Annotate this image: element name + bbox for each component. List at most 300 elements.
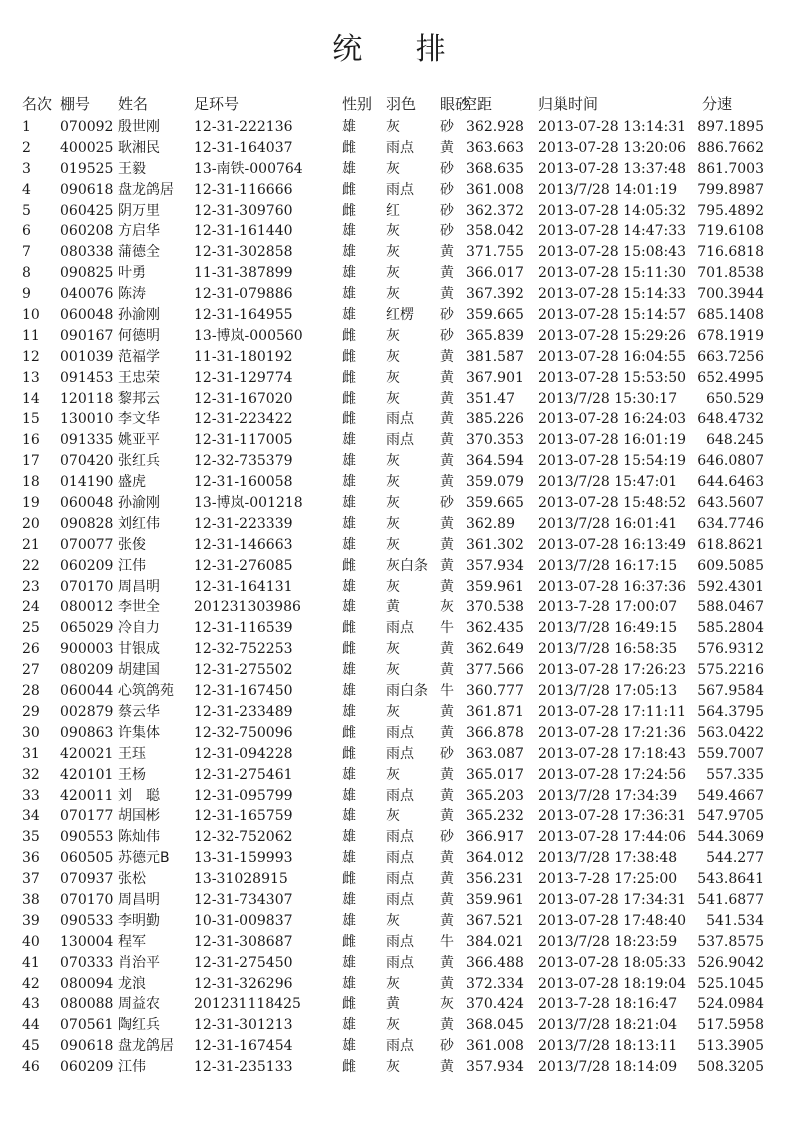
cell-speed: 537.8575 (697, 933, 764, 950)
cell-loft: 060505 (60, 850, 114, 867)
cell-speed: 508.3205 (697, 1059, 764, 1076)
cell-eye: 黄 (440, 369, 454, 386)
cell-ring: 12-31-095799 (194, 787, 293, 804)
cell-time: 2013-07-28 17:18:43 (538, 745, 687, 762)
cell-ring: 12-31-164037 (194, 139, 293, 156)
cell-ring: 11-31-387899 (194, 265, 293, 282)
cell-time: 2013-07-28 13:20:06 (538, 139, 687, 156)
cell-eye: 黄 (440, 641, 454, 658)
cell-ring: 11-31-180192 (194, 348, 293, 365)
results-table (22, 93, 792, 1078)
cell-color: 灰 (386, 390, 400, 407)
cell-ring: 12-31-276085 (194, 557, 293, 574)
cell-name: 盘龙鸽居 (118, 1038, 174, 1055)
cell-distance: 385.226 (466, 411, 524, 428)
cell-speed: 544.3069 (697, 829, 764, 846)
cell-name: 张红兵 (118, 453, 160, 470)
cell-distance: 360.777 (466, 683, 524, 700)
cell-loft: 400025 (60, 139, 114, 156)
cell-rank: 6 (22, 223, 31, 240)
cell-rank: 37 (22, 871, 40, 888)
cell-loft: 001039 (60, 348, 114, 365)
cell-time: 2013-07-28 15:14:57 (538, 307, 687, 324)
table-row (22, 263, 792, 284)
table-row (22, 451, 792, 472)
cell-distance: 377.566 (466, 662, 524, 679)
cell-speed: 576.9312 (697, 641, 764, 658)
cell-color: 雨点 (386, 954, 414, 971)
cell-sex: 雄 (342, 453, 356, 470)
cell-sex: 雄 (342, 307, 356, 324)
cell-time: 2013-07-28 15:08:43 (538, 244, 687, 261)
cell-color: 灰 (386, 474, 400, 491)
cell-loft: 080209 (60, 662, 114, 679)
cell-distance: 363.087 (466, 745, 524, 762)
cell-rank: 31 (22, 745, 40, 762)
cell-color: 灰 (386, 766, 400, 783)
cell-sex: 雄 (342, 975, 356, 992)
cell-time: 2013-07-28 13:37:48 (538, 160, 687, 177)
cell-speed: 663.7256 (697, 348, 764, 365)
cell-eye: 黄 (440, 348, 454, 365)
cell-loft: 130004 (60, 933, 114, 950)
cell-rank: 45 (22, 1038, 40, 1055)
cell-ring: 12-31-164955 (194, 307, 293, 324)
cell-color: 灰 (386, 495, 400, 512)
cell-speed: 517.5958 (697, 1017, 764, 1034)
cell-sex: 雄 (342, 515, 356, 532)
cell-name: 李世全 (118, 599, 160, 616)
cell-color: 黄 (386, 996, 400, 1013)
cell-color: 灰 (386, 453, 400, 470)
cell-loft: 420011 (60, 787, 114, 804)
cell-name: 胡国彬 (118, 808, 160, 825)
cell-name: 周昌明 (118, 578, 160, 595)
cell-eye: 黄 (440, 474, 454, 491)
cell-sex: 雌 (342, 390, 356, 407)
cell-ring: 12-31-235133 (194, 1059, 293, 1076)
page-title: 统 排 (332, 32, 468, 67)
cell-speed: 541.6877 (697, 891, 764, 908)
cell-sex: 雄 (342, 286, 356, 303)
cell-eye: 黄 (440, 975, 454, 992)
cell-speed: 618.8621 (697, 536, 764, 553)
cell-name: 王毅 (118, 160, 146, 177)
cell-name: 江伟 (118, 557, 146, 574)
cell-time: 2013-07-28 17:26:23 (538, 662, 687, 679)
cell-name: 盘龙鸽居 (118, 181, 174, 198)
cell-color: 雨点 (386, 933, 414, 950)
cell-speed: 559.7007 (697, 745, 764, 762)
header-name: 姓名 (118, 95, 149, 113)
cell-speed: 652.4995 (697, 369, 764, 386)
cell-name: 心筑鸽苑 (118, 683, 174, 700)
table-row (22, 848, 792, 869)
cell-loft: 090618 (60, 1038, 114, 1055)
cell-ring: 12-31-146663 (194, 536, 293, 553)
table-row (22, 305, 792, 326)
cell-eye: 砂 (440, 327, 454, 344)
cell-sex: 雄 (342, 766, 356, 783)
cell-time: 2013-07-28 16:13:49 (538, 536, 687, 553)
table-row (22, 932, 792, 953)
cell-eye: 黄 (440, 244, 454, 261)
cell-rank: 22 (22, 557, 40, 574)
cell-rank: 32 (22, 766, 40, 783)
cell-eye: 砂 (440, 745, 454, 762)
cell-speed: 650.529 (706, 390, 764, 407)
cell-name: 耿湘民 (118, 139, 160, 156)
cell-color: 灰 (386, 1059, 400, 1076)
cell-distance: 370.538 (466, 599, 524, 616)
cell-color: 雨白条 (386, 683, 428, 700)
cell-time: 2013-07-28 17:21:36 (538, 724, 687, 741)
header-rank: 名次 (22, 95, 53, 113)
cell-sex: 雌 (342, 620, 356, 637)
table-row (22, 284, 792, 305)
cell-ring: 12-31-164131 (194, 578, 293, 595)
table-row (22, 180, 792, 201)
cell-distance: 365.232 (466, 808, 524, 825)
cell-distance: 359.079 (466, 474, 524, 491)
cell-name: 姚亚平 (118, 432, 160, 449)
cell-sex: 雄 (342, 160, 356, 177)
cell-color: 雨点 (386, 411, 414, 428)
cell-rank: 7 (22, 244, 31, 261)
cell-sex: 雌 (342, 1059, 356, 1076)
cell-ring: 12-32-752062 (194, 829, 293, 846)
cell-ring: 201231303986 (194, 599, 301, 616)
cell-sex: 雌 (342, 181, 356, 198)
table-row (22, 786, 792, 807)
cell-ring: 12-31-117005 (194, 432, 293, 449)
cell-name: 周益农 (118, 996, 160, 1013)
cell-loft: 065029 (60, 620, 114, 637)
cell-rank: 10 (22, 307, 40, 324)
cell-ring: 13-31028915 (194, 871, 288, 888)
cell-color: 雨点 (386, 724, 414, 741)
cell-rank: 19 (22, 495, 40, 512)
cell-speed: 634.7746 (697, 515, 764, 532)
cell-rank: 33 (22, 787, 40, 804)
table-row (22, 117, 792, 138)
cell-loft: 060048 (60, 495, 114, 512)
cell-ring: 12-31-309760 (194, 202, 293, 219)
cell-color: 灰 (386, 265, 400, 282)
table-row (22, 806, 792, 827)
cell-sex: 雄 (342, 265, 356, 282)
table-row (22, 430, 792, 451)
cell-time: 2013-07-28 15:54:19 (538, 453, 687, 470)
cell-loft: 002879 (60, 703, 114, 720)
cell-rank: 29 (22, 703, 40, 720)
cell-time: 2013-07-28 16:37:36 (538, 578, 687, 595)
cell-distance: 362.649 (466, 641, 524, 658)
cell-name: 李明勤 (118, 912, 160, 929)
cell-color: 黄 (386, 599, 400, 616)
header-loft: 棚号 (60, 95, 91, 113)
cell-sex: 雌 (342, 745, 356, 762)
cell-ring: 12-31-094228 (194, 745, 293, 762)
cell-sex: 雄 (342, 912, 356, 929)
cell-distance: 359.961 (466, 578, 524, 595)
cell-name: 王忠荣 (118, 369, 160, 386)
cell-loft: 070333 (60, 954, 114, 971)
cell-eye: 黄 (440, 912, 454, 929)
cell-loft: 019525 (60, 160, 114, 177)
cell-ring: 12-31-116666 (194, 181, 293, 198)
cell-sex: 雌 (342, 996, 356, 1013)
cell-rank: 43 (22, 996, 40, 1013)
table-row (22, 702, 792, 723)
cell-color: 灰白条 (386, 557, 428, 574)
cell-loft: 080094 (60, 975, 114, 992)
cell-speed: 644.6463 (697, 474, 764, 491)
cell-sex: 雄 (342, 223, 356, 240)
cell-ring: 12-32-750096 (194, 724, 293, 741)
cell-distance: 368.045 (466, 1017, 524, 1034)
cell-distance: 365.017 (466, 766, 524, 783)
cell-color: 雨点 (386, 620, 414, 637)
table-row (22, 577, 792, 598)
cell-sex: 雄 (342, 119, 356, 135)
cell-rank: 4 (22, 181, 31, 198)
cell-ring: 12-31-734307 (194, 891, 293, 908)
table-row (22, 138, 792, 159)
cell-color: 雨点 (386, 1038, 414, 1055)
cell-ring: 12-32-752253 (194, 641, 293, 658)
cell-time: 2013/7/28 15:47:01 (538, 474, 678, 491)
cell-sex: 雌 (342, 871, 356, 888)
cell-eye: 砂 (440, 181, 454, 198)
cell-loft: 040076 (60, 286, 114, 303)
cell-distance: 357.934 (466, 557, 524, 574)
cell-speed: 799.8987 (697, 181, 764, 198)
table-row (22, 618, 792, 639)
cell-eye: 黄 (440, 1017, 454, 1034)
cell-distance: 359.961 (466, 891, 524, 908)
cell-loft: 090828 (60, 515, 114, 532)
table-row (22, 890, 792, 911)
cell-rank: 27 (22, 662, 40, 679)
cell-sex: 雄 (342, 850, 356, 867)
cell-rank: 3 (22, 160, 31, 177)
cell-ring: 13-博岚-001218 (194, 495, 303, 512)
cell-rank: 36 (22, 850, 40, 867)
cell-loft: 070092 (60, 119, 114, 135)
cell-ring: 12-31-326296 (194, 975, 293, 992)
cell-distance: 362.89 (466, 515, 515, 532)
cell-eye: 砂 (440, 307, 454, 324)
cell-name: 方启华 (118, 223, 160, 240)
cell-color: 灰 (386, 244, 400, 261)
table-row (22, 660, 792, 681)
cell-distance: 351.47 (466, 390, 515, 407)
cell-color: 灰 (386, 348, 400, 365)
cell-loft: 130010 (60, 411, 114, 428)
header-eye: 眼砂 (440, 95, 471, 113)
cell-rank: 20 (22, 515, 40, 532)
table-row (22, 409, 792, 430)
cell-loft: 060044 (60, 683, 114, 700)
cell-ring: 12-31-302858 (194, 244, 293, 261)
cell-eye: 砂 (440, 160, 454, 177)
cell-color: 灰 (386, 641, 400, 658)
cell-color: 灰 (386, 703, 400, 720)
cell-time: 2013/7/28 16:01:41 (538, 515, 678, 532)
cell-eye: 牛 (440, 683, 454, 700)
cell-speed: 567.9584 (697, 683, 764, 700)
cell-name: 张俊 (118, 536, 146, 553)
cell-eye: 黄 (440, 515, 454, 532)
table-row (22, 556, 792, 577)
cell-ring: 12-31-301213 (194, 1017, 293, 1034)
cell-color: 雨点 (386, 871, 414, 888)
cell-color: 灰 (386, 369, 400, 386)
cell-time: 2013-07-28 15:11:30 (538, 265, 687, 282)
header-speed: 分速 (701, 95, 732, 113)
cell-sex: 雌 (342, 933, 356, 950)
cell-loft: 900003 (60, 641, 114, 658)
cell-loft: 090825 (60, 265, 114, 282)
cell-speed: 526.9042 (697, 954, 764, 971)
cell-loft: 090533 (60, 912, 114, 929)
header-distance: 空距 (462, 95, 493, 113)
cell-speed: 648.245 (706, 432, 764, 449)
cell-eye: 砂 (440, 119, 454, 135)
cell-sex: 雄 (342, 578, 356, 595)
cell-distance: 367.392 (466, 286, 524, 303)
cell-loft: 090553 (60, 829, 114, 846)
cell-eye: 黄 (440, 139, 454, 156)
cell-ring: 13-博岚-000560 (194, 327, 303, 344)
cell-ring: 12-31-222136 (194, 119, 293, 135)
table-row (22, 681, 792, 702)
cell-name: 孙渝刚 (118, 495, 160, 512)
cell-color: 灰 (386, 515, 400, 532)
cell-name: 陈灿伟 (118, 829, 160, 846)
cell-color: 灰 (386, 286, 400, 303)
cell-eye: 砂 (440, 1038, 454, 1055)
cell-loft: 070170 (60, 891, 114, 908)
cell-name: 蒲德全 (118, 244, 160, 261)
cell-ring: 12-31-167450 (194, 683, 293, 700)
cell-eye: 黄 (440, 453, 454, 470)
cell-sex: 雌 (342, 139, 356, 156)
cell-distance: 368.635 (466, 160, 524, 177)
cell-eye: 黄 (440, 265, 454, 282)
cell-sex: 雄 (342, 495, 356, 512)
cell-time: 2013/7/28 18:21:04 (538, 1017, 678, 1034)
table-row (22, 326, 792, 347)
cell-loft: 420101 (60, 766, 114, 783)
cell-rank: 39 (22, 912, 40, 929)
cell-eye: 黄 (440, 286, 454, 303)
cell-distance: 358.042 (466, 223, 524, 240)
cell-name: 王杨 (118, 766, 146, 783)
cell-ring: 12-31-223422 (194, 411, 293, 428)
cell-rank: 35 (22, 829, 40, 846)
cell-name: 叶勇 (118, 265, 146, 282)
cell-rank: 16 (22, 432, 40, 449)
cell-eye: 牛 (440, 620, 454, 637)
table-row (22, 221, 792, 242)
cell-rank: 17 (22, 453, 40, 470)
cell-speed: 643.5607 (697, 495, 764, 512)
cell-loft: 060208 (60, 223, 114, 240)
cell-distance: 366.488 (466, 954, 524, 971)
table-row (22, 493, 792, 514)
cell-name: 李文华 (118, 411, 160, 428)
cell-loft: 060425 (60, 202, 114, 219)
table-row (22, 723, 792, 744)
cell-distance: 361.008 (466, 1038, 524, 1055)
cell-speed: 564.3795 (697, 703, 764, 720)
cell-speed: 549.4667 (697, 787, 764, 804)
cell-color: 灰 (386, 808, 400, 825)
cell-color: 雨点 (386, 787, 414, 804)
cell-ring: 12-31-308687 (194, 933, 293, 950)
cell-speed: 700.3944 (697, 286, 764, 303)
cell-time: 2013/7/28 17:05:13 (538, 683, 678, 700)
cell-eye: 黄 (440, 850, 454, 867)
cell-eye: 砂 (440, 223, 454, 240)
cell-color: 红 (386, 202, 400, 219)
table-row (22, 159, 792, 180)
cell-sex: 雄 (342, 891, 356, 908)
cell-distance: 364.594 (466, 453, 524, 470)
cell-distance: 359.665 (466, 495, 524, 512)
cell-sex: 雄 (342, 829, 356, 846)
cell-time: 2013-07-28 16:04:55 (538, 348, 687, 365)
cell-rank: 23 (22, 578, 40, 595)
cell-time: 2013/7/28 16:58:35 (538, 641, 678, 658)
table-row (22, 368, 792, 389)
cell-time: 2013-07-28 16:24:03 (538, 411, 687, 428)
cell-time: 2013/7/28 16:49:15 (538, 620, 678, 637)
table-row (22, 911, 792, 932)
cell-loft: 070170 (60, 578, 114, 595)
cell-sex: 雌 (342, 327, 356, 344)
cell-ring: 12-31-275461 (194, 766, 293, 783)
cell-distance: 363.663 (466, 139, 524, 156)
cell-speed: 685.1408 (697, 307, 764, 324)
cell-loft: 070937 (60, 871, 114, 888)
cell-name: 周昌明 (118, 891, 160, 908)
cell-speed: 575.2216 (697, 662, 764, 679)
cell-name: 刘红伟 (118, 515, 160, 532)
cell-speed: 543.8641 (697, 871, 764, 888)
cell-distance: 365.839 (466, 327, 524, 344)
cell-time: 2013-07-28 15:53:50 (538, 369, 687, 386)
cell-name: 蔡云华 (118, 703, 160, 720)
cell-color: 灰 (386, 578, 400, 595)
table-row (22, 953, 792, 974)
cell-eye: 黄 (440, 891, 454, 908)
cell-speed: 547.9705 (697, 808, 764, 825)
cell-rank: 25 (22, 620, 40, 637)
cell-time: 2013-07-28 17:36:31 (538, 808, 687, 825)
cell-speed: 719.6108 (697, 223, 764, 240)
table-body (22, 117, 792, 1078)
cell-loft: 420021 (60, 745, 114, 762)
cell-rank: 24 (22, 599, 40, 616)
cell-eye: 砂 (440, 202, 454, 219)
table-row (22, 597, 792, 618)
cell-color: 灰 (386, 662, 400, 679)
cell-distance: 361.871 (466, 703, 524, 720)
cell-color: 灰 (386, 975, 400, 992)
